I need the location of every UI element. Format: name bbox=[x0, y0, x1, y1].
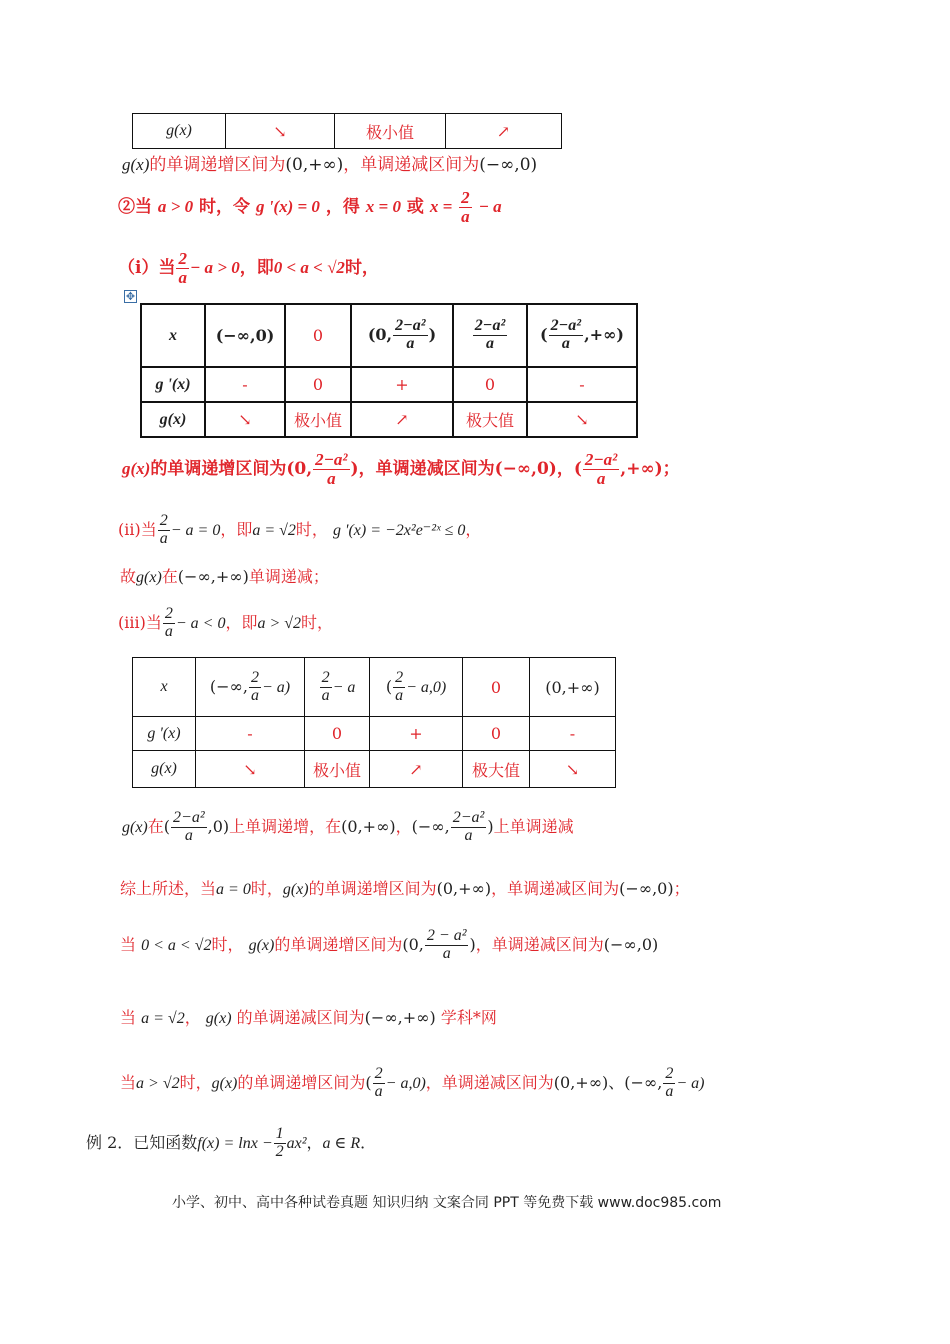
text: ( bbox=[365, 1073, 372, 1092]
fraction bbox=[459, 189, 472, 226]
text: ，单调递减区间为 bbox=[343, 155, 480, 175]
text: ，单调递减区间为 bbox=[425, 1073, 554, 1092]
text: 单调递减； bbox=[248, 567, 329, 586]
fraction bbox=[393, 670, 405, 705]
func-gx: g(x) bbox=[205, 1010, 232, 1027]
numerator: 2 bbox=[178, 249, 187, 269]
interval: (−∞,0) bbox=[619, 879, 674, 898]
interval: (−∞,+∞) bbox=[364, 1008, 436, 1027]
text: 在 bbox=[147, 817, 164, 836]
root: x = bbox=[429, 197, 453, 216]
fraction bbox=[313, 451, 349, 488]
monotonic-interval-line bbox=[122, 150, 537, 175]
fraction bbox=[274, 1126, 286, 1161]
condition: a ∈ R bbox=[322, 1135, 361, 1152]
derivative: g '(x) = −2x²e⁻²ˣ ≤ 0 bbox=[333, 522, 466, 539]
table-cell: g '(x) bbox=[133, 717, 196, 751]
value: a > √2 bbox=[257, 615, 302, 632]
fraction bbox=[583, 451, 619, 488]
value: a = √2 bbox=[252, 522, 296, 539]
interval: (0,+∞) bbox=[436, 879, 492, 898]
func-gx: g(x) bbox=[122, 155, 150, 174]
interval: (−∞,+∞) bbox=[177, 567, 249, 586]
text: ( bbox=[385, 676, 393, 696]
numerator: 2 bbox=[250, 668, 259, 686]
table-cell: 极小值 bbox=[305, 751, 370, 788]
table-cell bbox=[305, 658, 370, 717]
text: ( bbox=[540, 325, 548, 344]
text: 的单调递增区间为 bbox=[149, 155, 286, 175]
text: ，即 bbox=[220, 520, 253, 539]
table-cell: 0 bbox=[305, 717, 370, 751]
sub-case-ii-result bbox=[120, 564, 329, 587]
numerator: 2−a² bbox=[584, 450, 618, 470]
table-cell: 0 bbox=[463, 658, 530, 717]
table-cell bbox=[351, 304, 453, 367]
text: 的单调递增区间为 bbox=[150, 459, 287, 479]
condition: a > √2 bbox=[136, 1075, 180, 1092]
text: 的单调递增区间为 bbox=[308, 879, 437, 898]
text: ， bbox=[395, 817, 412, 836]
text: 时，令 bbox=[199, 197, 251, 217]
denominator: 2 bbox=[275, 1143, 284, 1160]
text: ( bbox=[163, 817, 171, 836]
fraction bbox=[373, 1066, 385, 1101]
text: (−∞, bbox=[209, 676, 248, 696]
text: 上单调递减 bbox=[493, 817, 574, 836]
text: ，单调递减区间为 bbox=[358, 459, 495, 479]
text: 故 bbox=[120, 567, 137, 586]
fraction bbox=[158, 513, 170, 548]
text: 学科*网 bbox=[440, 1008, 497, 1027]
value: a = √2 bbox=[141, 1010, 185, 1027]
text: (0, bbox=[286, 459, 313, 479]
table-row bbox=[133, 717, 616, 751]
sub-case-i bbox=[118, 246, 379, 290]
table-cell: g(x) bbox=[141, 402, 205, 437]
table-2 bbox=[140, 303, 638, 438]
text: ， bbox=[306, 1133, 323, 1152]
sub-case-i-result bbox=[122, 444, 680, 494]
fraction bbox=[249, 670, 261, 705]
table-cell: - bbox=[196, 717, 305, 751]
denominator: a bbox=[406, 335, 415, 352]
fraction bbox=[393, 318, 428, 353]
denominator: a bbox=[321, 686, 330, 704]
function: f(x) = lnx − bbox=[197, 1135, 273, 1152]
table-cell bbox=[527, 304, 637, 367]
func-gx: g(x) bbox=[282, 881, 309, 898]
footer: 小学、初中、高中各种试卷真题 知识归纳 文案合同 PPT 等免费下载 www.doc985.com bbox=[172, 1195, 722, 1211]
numerator: 2 − a² bbox=[426, 927, 467, 945]
numerator: 1 bbox=[275, 1125, 284, 1143]
numerator: 2 bbox=[321, 668, 330, 686]
table-cell: (−∞,0) bbox=[205, 304, 285, 367]
denominator: a bbox=[561, 335, 570, 352]
denominator: a bbox=[486, 335, 494, 352]
table-1 bbox=[132, 113, 562, 149]
table-cell: ↗ bbox=[370, 751, 463, 788]
denominator: a bbox=[442, 945, 451, 962]
numerator: 2−a² bbox=[395, 317, 426, 335]
denominator: a bbox=[250, 686, 259, 704]
text: (0, bbox=[367, 325, 393, 344]
numerator: 2−a² bbox=[474, 317, 506, 335]
text: (ⅱ)当 bbox=[118, 520, 157, 539]
denominator: a bbox=[665, 1083, 674, 1100]
func-gx: g(x) bbox=[122, 819, 148, 836]
table-row bbox=[133, 114, 562, 149]
text: ,0) bbox=[207, 817, 230, 836]
text: 时， bbox=[250, 879, 283, 898]
text: − a) bbox=[676, 1075, 705, 1092]
func-gx: g(x) bbox=[248, 937, 275, 954]
condition: − a = 0 bbox=[170, 522, 221, 539]
denominator: a bbox=[461, 207, 470, 226]
text: (0,+∞)、(−∞, bbox=[553, 1073, 663, 1092]
table-cell: 0 bbox=[285, 304, 351, 367]
case-2-heading bbox=[118, 185, 502, 229]
summary-line-1 bbox=[120, 876, 690, 899]
table-cell: ↗ bbox=[446, 114, 562, 149]
table-cell: - bbox=[205, 367, 285, 402]
fraction bbox=[176, 250, 189, 287]
table-cell: ↘ bbox=[205, 402, 285, 437]
denominator: a bbox=[178, 268, 187, 287]
fraction bbox=[549, 318, 584, 353]
condition: a > 0 bbox=[157, 197, 194, 216]
text: − a,0) bbox=[385, 1075, 426, 1092]
text: 或 bbox=[406, 197, 424, 217]
text: ，即 bbox=[225, 613, 258, 632]
table-cell: (0,+∞) bbox=[530, 658, 616, 717]
table-row bbox=[133, 751, 616, 788]
denominator: a bbox=[395, 686, 404, 704]
interval: (0,+∞) bbox=[341, 817, 396, 836]
fraction bbox=[473, 318, 508, 353]
text: ,+∞) bbox=[584, 325, 624, 344]
table-cell: 极大值 bbox=[453, 402, 527, 437]
fraction bbox=[171, 810, 207, 845]
numerator: 2 bbox=[395, 668, 404, 686]
denominator: a bbox=[184, 827, 193, 844]
table-row bbox=[133, 658, 616, 717]
table-cell: + bbox=[351, 367, 453, 402]
condition: − a < 0 bbox=[175, 615, 226, 632]
numerator: 2 bbox=[461, 188, 470, 208]
text: 时， bbox=[301, 613, 334, 632]
fraction bbox=[425, 928, 469, 963]
text: 上单调递增，在 bbox=[229, 817, 342, 836]
range: 0 < a < √2 bbox=[273, 258, 345, 277]
table-cell: 0 bbox=[453, 367, 527, 402]
sub-case-ii bbox=[118, 508, 481, 553]
text: (−∞,0)，( bbox=[494, 459, 582, 479]
func-gx: g(x) bbox=[122, 459, 151, 478]
text: (ⅲ)当 bbox=[118, 613, 162, 632]
interval: (0,+∞) bbox=[285, 155, 344, 175]
numerator: 2−a² bbox=[173, 809, 205, 827]
table-cell: x bbox=[133, 658, 196, 717]
table-row bbox=[141, 402, 637, 437]
condition: − a > 0 bbox=[189, 258, 240, 277]
interval: (−∞,0) bbox=[603, 935, 659, 954]
text: ，单调递减区间为 bbox=[491, 879, 620, 898]
text: ，单调递减区间为 bbox=[475, 935, 604, 954]
text: − a) bbox=[261, 678, 291, 696]
text: − a bbox=[478, 197, 502, 216]
table-cell: 极小值 bbox=[285, 402, 351, 437]
text: ， bbox=[465, 520, 482, 539]
text: ) bbox=[487, 817, 494, 836]
denominator: a bbox=[327, 469, 336, 488]
summary-line-3 bbox=[120, 1000, 497, 1037]
text: ax² bbox=[286, 1135, 307, 1152]
table-row bbox=[141, 367, 637, 402]
table-cell bbox=[453, 304, 527, 367]
denominator: a bbox=[464, 827, 473, 844]
table-cell bbox=[196, 658, 305, 717]
condition: a = 0 bbox=[216, 881, 251, 898]
equation: g '(x) = 0 bbox=[255, 197, 320, 216]
interval: (−∞,0) bbox=[479, 155, 538, 175]
numerator: 2−a² bbox=[315, 450, 348, 470]
table-cell: x bbox=[141, 304, 205, 367]
range: 0 < a < √2 bbox=[141, 937, 212, 954]
text: 的单调递增区间为 bbox=[237, 1073, 366, 1092]
text: 时， bbox=[179, 1073, 212, 1092]
text: (0, bbox=[402, 935, 424, 954]
text: ，得 bbox=[325, 197, 360, 217]
text: ,+∞)； bbox=[620, 459, 680, 479]
denominator: a bbox=[159, 530, 168, 547]
numerator: 2 bbox=[665, 1065, 674, 1083]
table-row bbox=[141, 304, 637, 367]
numerator: 2 bbox=[374, 1065, 383, 1083]
text: ) bbox=[469, 935, 476, 954]
text: 时， bbox=[344, 258, 379, 278]
denominator: a bbox=[374, 1083, 383, 1100]
text: 的单调递减区间为 bbox=[236, 1008, 365, 1027]
fraction bbox=[663, 1066, 675, 1101]
table-cell: 极大值 bbox=[463, 751, 530, 788]
text: ) bbox=[350, 459, 359, 479]
numerator: 2−a² bbox=[452, 809, 485, 827]
text: 在 bbox=[161, 567, 178, 586]
table-cell: ↗ bbox=[351, 402, 453, 437]
denominator: a bbox=[596, 469, 606, 488]
table-cell: - bbox=[530, 717, 616, 751]
text: 的单调递增区间为 bbox=[274, 935, 403, 954]
text: 当 bbox=[120, 935, 137, 954]
table-cell: ↘ bbox=[530, 751, 616, 788]
table-cell bbox=[370, 658, 463, 717]
text: 时， bbox=[295, 520, 328, 539]
root: x = 0 bbox=[365, 197, 401, 216]
fraction bbox=[163, 606, 175, 641]
numerator: 2 bbox=[159, 512, 168, 530]
table-cell: 0 bbox=[463, 717, 530, 751]
text: (−∞, bbox=[411, 817, 450, 836]
numerator: 2 bbox=[164, 605, 173, 623]
numerator: 2−a² bbox=[550, 317, 582, 335]
text: ，即 bbox=[239, 258, 274, 278]
fraction bbox=[451, 810, 487, 845]
sub-case-iii bbox=[118, 601, 333, 646]
table-cell: 极小值 bbox=[335, 114, 446, 149]
text: ， bbox=[184, 1008, 201, 1027]
func-gx: g(x) bbox=[136, 569, 162, 586]
summary-line-4 bbox=[120, 1060, 704, 1107]
table-cell: 0 bbox=[285, 367, 351, 402]
text: 当 bbox=[120, 1073, 137, 1092]
text: 时， bbox=[211, 935, 244, 954]
sub-case-iii-result bbox=[122, 804, 574, 851]
text: 综上所述，当 bbox=[120, 879, 217, 898]
table-cell: ↘ bbox=[226, 114, 335, 149]
example-2 bbox=[86, 1120, 376, 1167]
func-gx: g(x) bbox=[211, 1075, 238, 1092]
text: （ⅰ）当 bbox=[118, 258, 176, 278]
table-cell: g '(x) bbox=[141, 367, 205, 402]
text: 当 bbox=[120, 1008, 137, 1027]
text: ) bbox=[428, 325, 437, 344]
text: ； bbox=[673, 879, 690, 898]
denominator: a bbox=[164, 623, 173, 640]
text: − a bbox=[332, 678, 356, 696]
text: 例 2．已知函数 bbox=[86, 1133, 198, 1152]
table-cell: ↘ bbox=[527, 402, 637, 437]
table-cell: g(x) bbox=[133, 751, 196, 788]
table-anchor-icon[interactable]: ✥ bbox=[125, 290, 136, 303]
table-cell: ↘ bbox=[196, 751, 305, 788]
text: − a,0) bbox=[406, 678, 447, 696]
summary-line-2 bbox=[120, 922, 658, 969]
table-cell: g(x) bbox=[133, 114, 226, 149]
table-cell: + bbox=[370, 717, 463, 751]
table-cell: - bbox=[527, 367, 637, 402]
fraction bbox=[320, 670, 332, 705]
text: ②当 bbox=[118, 197, 152, 217]
table-3 bbox=[132, 657, 616, 788]
text: ． bbox=[360, 1133, 377, 1152]
